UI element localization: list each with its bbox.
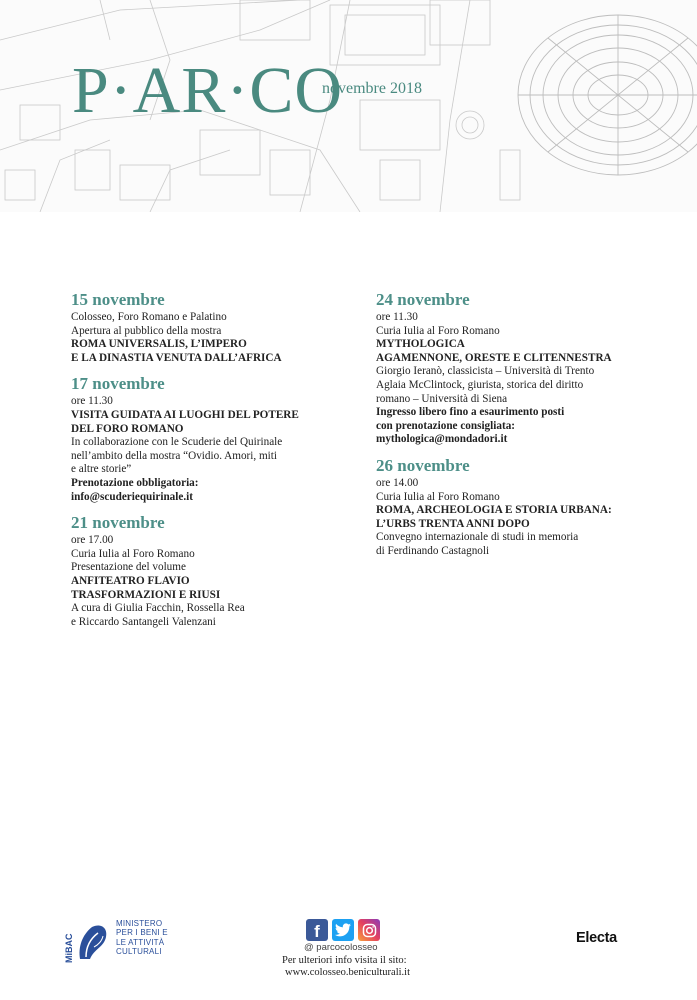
social-handle[interactable]: @ parcocolosseo	[304, 942, 378, 953]
event-block	[71, 373, 361, 504]
event-line: Curia Iulia al Foro Romano	[376, 490, 500, 503]
event-line: con prenotazione consigliata:	[376, 419, 516, 432]
header-date: novembre 2018	[322, 80, 422, 97]
event-line: e altre storie”	[71, 463, 132, 476]
website-link[interactable]: www.colosseo.beniculturali.it	[285, 967, 411, 978]
event-date: 24 novembre	[376, 290, 470, 309]
event-date: 17 novembre	[71, 374, 165, 394]
twitter-icon[interactable]	[332, 919, 354, 941]
event-block	[71, 512, 361, 629]
event-date: 21 novembre	[71, 513, 165, 533]
ministry-logo	[64, 917, 178, 969]
events-right-column	[376, 289, 666, 567]
electa-logo: Electa	[576, 930, 617, 946]
info-text: Per ulteriori info visita il sito:	[282, 955, 407, 966]
event-line: Aglaia McClintock, giurista, storica del diritto	[376, 378, 584, 391]
event-block	[376, 455, 666, 559]
event-line: ore 14.00	[376, 476, 419, 489]
event-line: di Ferdinando Castagnoli	[376, 544, 490, 557]
event-line: In collaborazione con le Scuderie del Quirinale	[71, 436, 283, 449]
event-line: ROMA UNIVERSALIS, L’IMPERO	[71, 338, 247, 351]
event-date: 26 novembre	[376, 455, 470, 475]
header-banner	[0, 0, 697, 212]
event-line: A cura di Giulia Facchin, Rossella Rea	[71, 602, 245, 615]
event-line: ANFITEATRO FLAVIO	[71, 574, 190, 587]
event-line: ore 11.30	[376, 311, 418, 323]
facebook-icon[interactable]: f	[306, 919, 328, 941]
events-left-column	[71, 289, 361, 637]
instagram-icon[interactable]	[358, 919, 380, 941]
event-line: DEL FORO ROMANO	[71, 422, 184, 435]
event-line: ore 11.30	[71, 395, 113, 408]
mibac-abbreviation: MiBAC	[64, 933, 74, 963]
event-line: E LA DINASTIA VENUTA DALL’AFRICA	[71, 351, 282, 364]
ministry-name: MINISTERO PER I BENI E LE ATTIVITÀ CULTURALI	[116, 919, 168, 957]
event-line: info@scuderiequirinale.it	[71, 490, 193, 503]
event-line: e Riccardo Santangeli Valenzani	[71, 615, 216, 628]
event-line: Apertura al pubblico della mostra	[71, 324, 222, 337]
event-line: MYTHOLOGICA	[376, 338, 465, 351]
event-line: Curia Iulia al Foro Romano	[71, 547, 195, 560]
event-line: TRASFORMAZIONI E RIUSI	[71, 588, 221, 601]
event-line: mythologica@mondadori.it	[376, 433, 508, 446]
event-line: Convegno internazionale di studi in memoria	[376, 531, 579, 544]
event-line: AGAMENNONE, ORESTE E CLITENNESTRA	[376, 351, 612, 364]
event-line: Ingresso libero fino a esaurimento posti	[376, 406, 565, 419]
parco-logo: P·AR·CO	[72, 54, 344, 127]
event-line: ROMA, ARCHEOLOGIA E STORIA URBANA:	[376, 504, 612, 517]
mibac-icon	[68, 917, 113, 965]
event-line: nell’ambito della mostra “Ovidio. Amori, miti	[71, 449, 278, 462]
event-line: Giorgio Ieranò, classicista – Università di Trento	[376, 365, 595, 378]
event-line: ore 17.00	[71, 534, 114, 547]
event-line: Prenotazione obbligatoria:	[71, 476, 199, 489]
event-line: romano – Università di Siena	[376, 392, 508, 405]
event-line: VISITA GUIDATA AI LUOGHI DEL POTERE	[71, 408, 299, 421]
event-date: 15 novembre	[71, 290, 165, 309]
event-line: Colosseo, Foro Romano e Palatino	[71, 311, 227, 323]
event-block	[71, 289, 361, 365]
event-block	[376, 289, 666, 447]
event-line: L’URBS TRENTA ANNI DOPO	[376, 517, 530, 530]
event-line: Presentazione del volume	[71, 561, 186, 574]
event-line: Curia Iulia al Foro Romano	[376, 324, 500, 337]
social-links	[306, 919, 380, 943]
